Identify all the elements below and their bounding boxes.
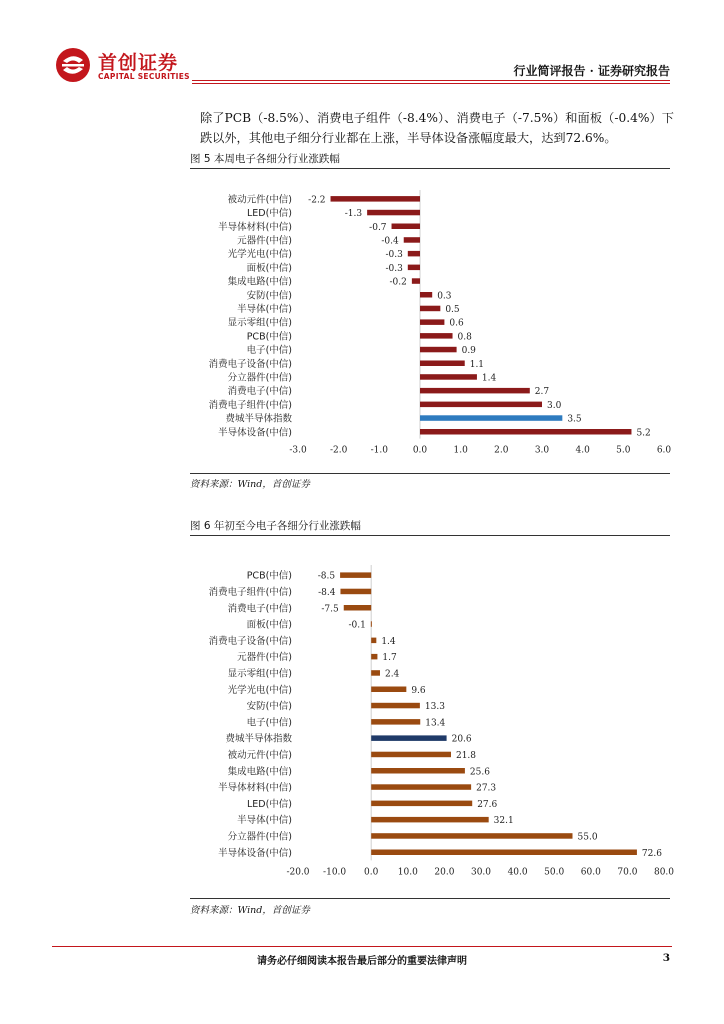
data-label: 0.6 bbox=[449, 318, 464, 329]
tick-label: -20.0 bbox=[286, 867, 310, 878]
tick-label: 60.0 bbox=[580, 867, 601, 878]
bar bbox=[371, 638, 376, 644]
category-label: 被动元件(中信) bbox=[227, 749, 292, 761]
tick-label: -1.0 bbox=[370, 445, 389, 456]
data-label: 27.3 bbox=[476, 783, 497, 794]
data-label: 20.6 bbox=[451, 734, 472, 745]
tick-label: 4.0 bbox=[575, 445, 590, 456]
category-label: 光学光电(中信) bbox=[227, 684, 292, 696]
data-label: -2.2 bbox=[308, 195, 326, 206]
category-label: 面板(中信) bbox=[246, 619, 292, 631]
category-label: 消费电子组件(中信) bbox=[208, 399, 292, 411]
tick-label: 2.0 bbox=[494, 445, 509, 456]
footer-rule bbox=[52, 946, 672, 947]
category-label: 半导体(中信) bbox=[237, 303, 292, 315]
logo-text-cn: 首创证券 bbox=[98, 52, 179, 74]
tick-label: 0.0 bbox=[412, 445, 428, 456]
data-label: 55.0 bbox=[577, 832, 598, 843]
data-label: 3.0 bbox=[547, 400, 562, 411]
category-label: 分立器件(中信) bbox=[227, 372, 292, 384]
logo-text-en: CAPITAL SECURITIES bbox=[98, 72, 190, 81]
bar bbox=[371, 817, 488, 823]
bar bbox=[371, 621, 372, 627]
category-label: PCB(中信) bbox=[246, 331, 292, 343]
tick-label: 1.0 bbox=[453, 445, 468, 456]
bar bbox=[420, 429, 631, 435]
tick-label: 80.0 bbox=[653, 867, 675, 878]
logo-mark-icon bbox=[54, 46, 92, 84]
bar bbox=[392, 224, 420, 230]
bar bbox=[420, 319, 444, 325]
data-label: 0.3 bbox=[437, 291, 452, 302]
bar bbox=[420, 402, 542, 408]
bar bbox=[371, 850, 637, 856]
category-label: 元器件(中信) bbox=[237, 652, 292, 664]
category-label: LED(中信) bbox=[246, 798, 292, 810]
figure6-top-rule bbox=[190, 535, 670, 536]
category-label: 消费电子设备(中信) bbox=[208, 635, 292, 647]
category-label: 费城半导体指数 bbox=[225, 733, 292, 745]
intro-paragraph: 除了PCB（-8.5%）、消费电子组件（-8.4%）、消费电子（-7.5%）和面板（-0.4%）下跌以外，其他电子细分行业都在上涨，半导体设备涨幅度最大，达到72.6%。 bbox=[200, 111, 674, 145]
data-label: -0.1 bbox=[348, 620, 366, 631]
tick-label: -3.0 bbox=[289, 445, 307, 456]
figure6-title: 图 6 年初至今电子各细分行业涨跌幅 bbox=[190, 520, 361, 532]
category-label: LED(中信) bbox=[246, 208, 292, 220]
bar bbox=[344, 605, 371, 611]
category-label: 消费电子组件(中信) bbox=[208, 586, 292, 598]
data-label: 21.8 bbox=[455, 750, 477, 761]
data-label: -1.3 bbox=[344, 209, 363, 220]
category-label: 集成电路(中信) bbox=[227, 766, 292, 778]
category-label: 半导体设备(中信) bbox=[218, 847, 292, 859]
bar bbox=[420, 388, 530, 394]
report-type-label: 行业简评报告 · 证券研究报告 bbox=[513, 64, 670, 78]
data-label: 2.4 bbox=[384, 669, 400, 680]
figure5-top-rule bbox=[190, 168, 670, 169]
page-number: 3 bbox=[662, 952, 670, 964]
figure6-source: 资料来源：Wind，首创证券 bbox=[190, 905, 310, 916]
bar bbox=[371, 687, 406, 693]
bar bbox=[367, 210, 420, 216]
bar bbox=[371, 719, 420, 725]
data-label: -0.4 bbox=[381, 236, 399, 247]
data-label: -8.5 bbox=[317, 571, 336, 582]
data-label: -0.3 bbox=[385, 250, 403, 261]
bar bbox=[371, 670, 380, 676]
bar bbox=[371, 703, 420, 709]
tick-label: 5.0 bbox=[616, 445, 631, 456]
header-rule bbox=[192, 80, 670, 81]
data-label: 32.1 bbox=[493, 816, 514, 827]
category-label: 半导体(中信) bbox=[237, 815, 292, 827]
tick-label: 30.0 bbox=[470, 867, 492, 878]
tick-label: 3.0 bbox=[534, 445, 550, 456]
bar bbox=[340, 572, 371, 578]
data-label: 0.8 bbox=[457, 332, 472, 343]
bar bbox=[408, 265, 420, 271]
category-label: 集成电路(中信) bbox=[227, 276, 292, 288]
category-label: 安防(中信) bbox=[246, 701, 292, 713]
figure6-bottom-rule bbox=[190, 898, 670, 899]
tick-label: 0.0 bbox=[364, 867, 379, 878]
bar bbox=[331, 196, 420, 202]
category-label: 元器件(中信) bbox=[237, 235, 292, 247]
category-label: 安防(中信) bbox=[246, 290, 292, 302]
bar bbox=[420, 333, 453, 339]
data-label: 13.3 bbox=[424, 702, 445, 713]
figure5-bottom-rule bbox=[190, 473, 670, 474]
figure5-source: 资料来源：Wind，首创证券 bbox=[190, 479, 310, 490]
figure6-chart bbox=[190, 560, 675, 880]
category-label: 半导体设备(中信) bbox=[218, 427, 292, 439]
category-label: 消费电子(中信) bbox=[227, 603, 292, 615]
bar bbox=[371, 784, 471, 790]
data-label: 1.1 bbox=[469, 359, 485, 370]
category-label: 光学光电(中信) bbox=[227, 249, 292, 261]
category-label: 面板(中信) bbox=[246, 262, 292, 274]
bar bbox=[420, 374, 477, 380]
data-label: 13.4 bbox=[425, 718, 446, 729]
category-label: 显示零组(中信) bbox=[227, 317, 292, 329]
data-label: 27.6 bbox=[477, 799, 498, 810]
footer-disclaimer: 请务必仔细阅读本报告最后部分的重要法律声明 bbox=[257, 956, 467, 967]
bar bbox=[412, 278, 420, 284]
tick-label: 10.0 bbox=[397, 867, 418, 878]
data-label: 25.6 bbox=[469, 767, 490, 778]
category-label: 分立器件(中信) bbox=[227, 831, 292, 843]
bar bbox=[371, 654, 377, 660]
data-label: 3.5 bbox=[567, 414, 582, 425]
bar bbox=[371, 735, 446, 741]
bar bbox=[371, 833, 572, 839]
bar bbox=[404, 237, 420, 243]
data-label: -7.5 bbox=[321, 604, 339, 615]
figure6-svg bbox=[190, 560, 675, 880]
bar bbox=[371, 768, 465, 774]
data-label: 5.2 bbox=[636, 428, 651, 439]
category-label: 被动元件(中信) bbox=[227, 194, 292, 206]
data-label: 2.7 bbox=[534, 387, 550, 398]
category-label: 费城半导体指数 bbox=[225, 413, 292, 425]
data-label: -0.3 bbox=[385, 263, 403, 274]
bar bbox=[408, 251, 420, 257]
bar bbox=[371, 752, 451, 758]
figure5-title: 图 5 本周电子各细分行业涨跌幅 bbox=[190, 153, 340, 165]
bar bbox=[371, 801, 472, 807]
company-logo bbox=[54, 46, 194, 86]
category-label: PCB(中信) bbox=[246, 570, 292, 582]
data-label: 1.4 bbox=[481, 373, 497, 384]
bar bbox=[420, 347, 457, 353]
category-label: 半导体材料(中信) bbox=[218, 782, 292, 794]
category-label: 消费电子(中信) bbox=[227, 386, 292, 398]
figure5-svg bbox=[190, 186, 670, 466]
tick-label: 6.0 bbox=[656, 445, 672, 456]
tick-label: -2.0 bbox=[329, 445, 348, 456]
tick-label: -10.0 bbox=[323, 867, 347, 878]
bar bbox=[340, 589, 371, 595]
data-label: 0.9 bbox=[461, 346, 476, 357]
header-rule-thin bbox=[192, 83, 670, 84]
category-label: 半导体材料(中信) bbox=[218, 221, 292, 233]
category-label: 电子(中信) bbox=[246, 717, 292, 729]
figure5-chart bbox=[190, 186, 670, 466]
data-label: -0.7 bbox=[369, 222, 387, 233]
data-label: 1.4 bbox=[381, 636, 396, 647]
category-label: 显示零组(中信) bbox=[227, 668, 292, 680]
data-label: 1.7 bbox=[382, 653, 397, 664]
bar bbox=[420, 361, 465, 367]
category-label: 消费电子设备(中信) bbox=[208, 358, 292, 370]
data-label: -8.4 bbox=[318, 587, 336, 598]
bar bbox=[420, 415, 562, 421]
tick-label: 70.0 bbox=[617, 867, 638, 878]
bar bbox=[420, 306, 440, 312]
data-label: 0.5 bbox=[445, 304, 460, 315]
tick-label: 50.0 bbox=[544, 867, 565, 878]
tick-label: 20.0 bbox=[434, 867, 455, 878]
bar bbox=[420, 292, 432, 298]
data-label: 9.6 bbox=[411, 685, 426, 696]
category-label: 电子(中信) bbox=[246, 345, 292, 357]
data-label: -0.2 bbox=[389, 277, 407, 288]
data-label: 72.6 bbox=[641, 848, 662, 859]
tick-label: 40.0 bbox=[507, 867, 528, 878]
